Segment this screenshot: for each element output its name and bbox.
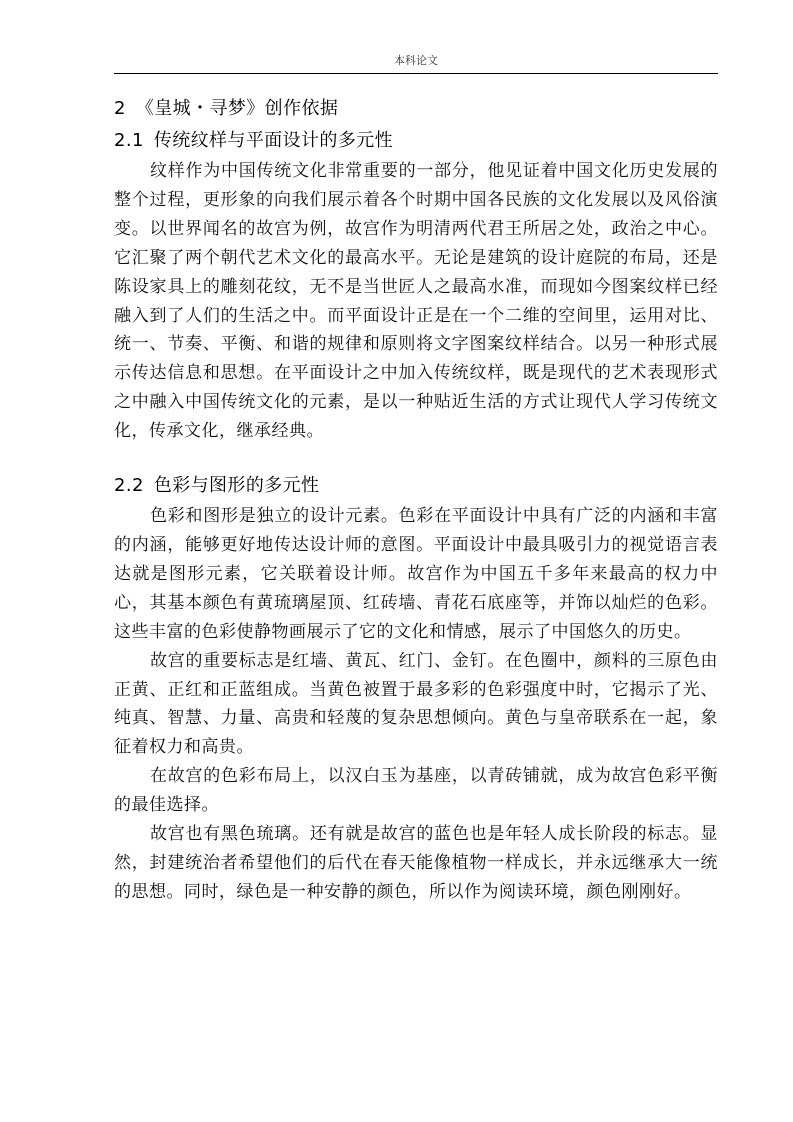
paragraph: 故宫也有黑色琉璃。还有就是故宫的蓝色也是年轻人成长阶段的标志。显然，封建统治者希望他们的后代在春天能像植物一样成长，并永远继承大一统的思想。同时，绿色是一种安静的颜色，所以作为阅读环境，颜色刚刚好。 bbox=[114, 824, 718, 902]
subsection-number: 2.1 bbox=[114, 130, 144, 151]
subsection-number: 2.2 bbox=[114, 475, 144, 497]
header-rule bbox=[114, 73, 718, 74]
subsection-heading-2-1 bbox=[114, 125, 718, 157]
section-title: 《皇城・寻梦》创作依据 bbox=[135, 98, 339, 119]
paragraph: 色彩和图形是独立的设计元素。色彩在平面设计中具有广泛的内涵和丰富的内涵，能够更好地传达设计师的意图。平面设计中最具吸引力的视觉语言表达就是图形元素，它关联着设计师。故宫作为中国五千多年来最高的权力中心，其基本颜色有黄琉璃屋顶、红砖墙、青花石底座等，并饰以灿烂的色彩。这些丰富的色彩使静物画展示了它的文化和情感，展示了中国悠久的历史。 bbox=[114, 506, 718, 642]
section-heading-2 bbox=[114, 93, 718, 125]
subsection-title: 传统纹样与平面设计的多元性 bbox=[153, 130, 394, 151]
paragraph: 故宫的重要标志是红墙、黄瓦、红门、金钉。在色圈中，颜料的三原色由正黄、正红和正蓝组成。当黄色被置于最多彩的色彩强度中时，它揭示了光、纯真、智慧、力量、高贵和轻蔑的复杂思想倾向。黄色与皇帝联系在一起，象征着权力和高贵。 bbox=[114, 650, 718, 758]
page-content bbox=[114, 93, 718, 907]
paragraph: 在故宫的色彩布局上，以汉白玉为基座，以青砖铺就，成为故宫色彩平衡的最佳选择。 bbox=[114, 766, 718, 816]
section-number: 2 bbox=[114, 98, 126, 119]
running-header: 本科论文 bbox=[394, 54, 438, 67]
paragraph: 纹样作为中国传统文化非常重要的一部分，他见证着中国文化历史发展的整个过程，更形象的向我们展示着各个时期中国各民族的文化发展以及风俗演变。以世界闻名的故宫为例，故宫作为明清两代君王所居之处，政治之中心。它汇聚了两个朝代艺术文化的最高水平。无论是建筑的设计庭院的布局，还是陈设家具上的雕刻花纹，无不是当世匠人之最高水准，而现如今图案纹样已经融入到了人们的生活之中。而平面设计正是在一个二维的空间里，运用对比、统一、节奏、平衡、和谐的规律和原则将文字图案纹样结合。以另一种形式展示传达信息和思想。在平面设计之中加入传统纹样，既是现代的艺术表现形式之中融入中国传统文化的元素，是以一种贴近生活的方式让现代人学习传统文化，传承文化，继承经典。 bbox=[114, 161, 718, 442]
subsection-title: 色彩与图形的多元性 bbox=[153, 475, 320, 497]
subsection-heading-2-2 bbox=[114, 470, 718, 502]
